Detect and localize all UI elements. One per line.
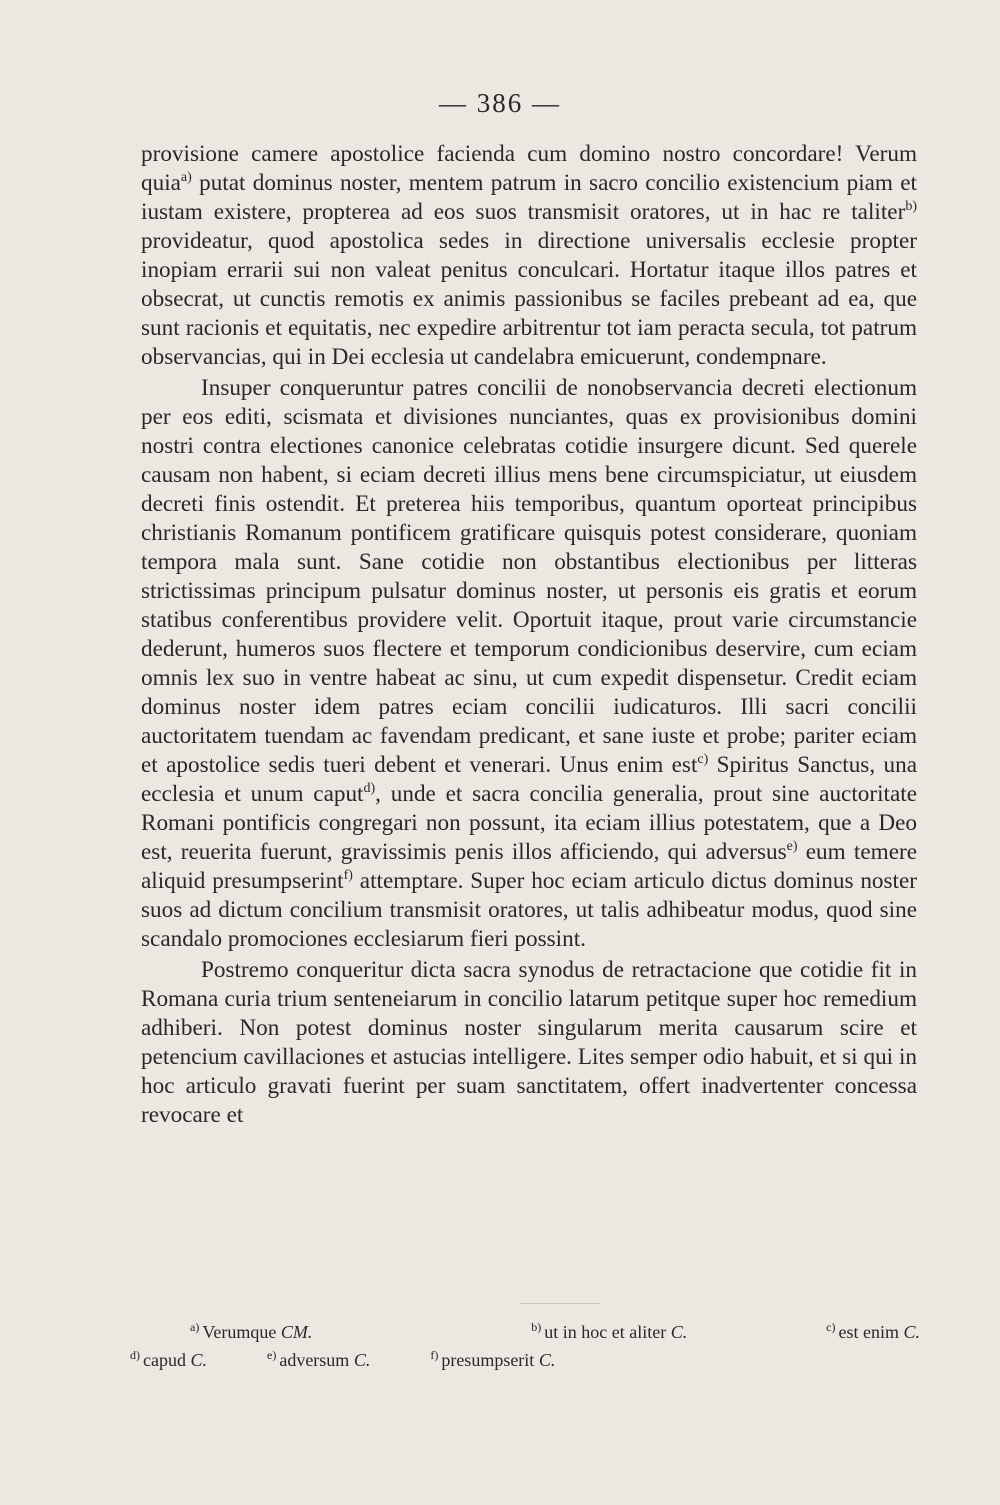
paragraph [141,956,917,1130]
footnote-ref: b) [905,199,917,214]
body-text [141,140,917,1130]
text-segment: putat dominus noster, mentem patrum in sacro concilio existencium piam et iustam existere, propterea ad eos suos transmisit oratores, ut in hac re taliter [141,170,917,225]
text-segment: Spiritus Sanctus, una ecclesia et unum caput [141,752,917,807]
footnotes [130,1318,920,1374]
paragraph [141,374,917,954]
footnote-row [130,1318,920,1346]
text-segment: provisione camere apostolice facienda cum domino nostro concordare! Verum quia [141,141,917,196]
footnote: $^{f)}$ presumpserit C. [430,1348,556,1370]
text-segment: Insuper conqueruntur patres concilii de nonobservancia decreti electionum per eos editi, scismata et divisiones nunciantes, quas ex provisionibus domini nostri contra electiones canonice celebratas cotidie insurgere dicunt. Sed querele causam non habent, si eciam decreti illius mens bene circumspiciatur, ut eiusdem decreti finis ostendit. Et preterea hiis temporibus, quantum oporteat principibus christianis Romanum pontificem gratificare quisquis potest considerare, quoniam tempora mala sunt. Sane cotidie non obstantibus electionibus per litteras strictissimas principum pulsatur dominus noster, ut personis eis gratis et eorum statibus conferentibus providere velit. Oportuit itaque, prout varie circumstancie dederunt, humeros suos flectere et temporum condicionibus deservire, cum eciam omnis lex suo in ventre habeat ac sinu, ut cum expedit dispensetur. Credit eciam dominus noster idem patres eciam concilii iudicaturos. Illi sacri concilii auctoritatem tuendam ac favendam predicant, et sane iuste et probe; pariter eciam et apostolice sedis tueri debent et venerari. Unus enim est [141,375,917,778]
footnote-ref: e) [786,839,798,854]
footnote: $^{a)}$ Verumque CM. [190,1320,313,1342]
text-segment: eum temere aliquid presumpserint [141,839,917,894]
footnote-row [130,1346,920,1374]
paragraph [141,140,917,372]
footnote-divider [520,1303,600,1304]
text-segment: , unde et sacra concilia generalia, prout sine auctoritate Romani pontificis congregari non possunt, ita eciam illius potestatem, que a Deo est, reuerita fuerunt, gravissimis penis illos afficiendo, qui adversus [141,781,917,865]
text-segment: attemptare. Super hoc eciam articulo dictus dominus noster suos ad dictum concilium transmisit oratores, ut talis adhibeatur modus, quod sine scandalo promociones ecclesiarum fieri possint. [141,868,917,952]
footnote-ref: a) [180,170,192,185]
footnote: $^{b)}$ ut in hoc et aliter C. [531,1320,688,1342]
footnote-ref: c) [697,752,709,767]
footnote-ref: d) [363,781,376,796]
footnote: $^{e)}$ adversum C. [267,1348,371,1370]
text-segment: provideatur, quod apostolica sedes in directione universalis ecclesie propter inopiam errarii sui non valeat penitus conculcari. Hortatur itaque illos patres et obsecrat, ut cunctis remotis ex animis passionibus se faciles prebeant ad ea, que sunt racionis et equitatis, nec expedire arbitrentur tot iam peracta secula, tot patrum observancias, qui in Dei ecclesia ut candelabra emicuerunt, condempnare. [141,228,917,370]
text-segment: Postremo conqueritur dicta sacra synodus de retractacione que cotidie fit in Romana curia trium senteneiarum in concilio latarum petitque super hoc remedium adhiberi. Non potest dominus noster singularum merita causarum scire et petencium cavillaciones et astucias intelligere. Lites semper odio habuit, et si qui in hoc articulo gravati fuerint per suam sanctitatem, offert inadvertenter concessa revocare et [141,957,917,1128]
footnote: $^{c)}$ est enim C. [826,1320,920,1342]
footnote: $^{d)}$ capud C. [130,1348,207,1370]
page-number: — 386 — [439,88,561,118]
footnote-ref: f) [343,868,353,883]
